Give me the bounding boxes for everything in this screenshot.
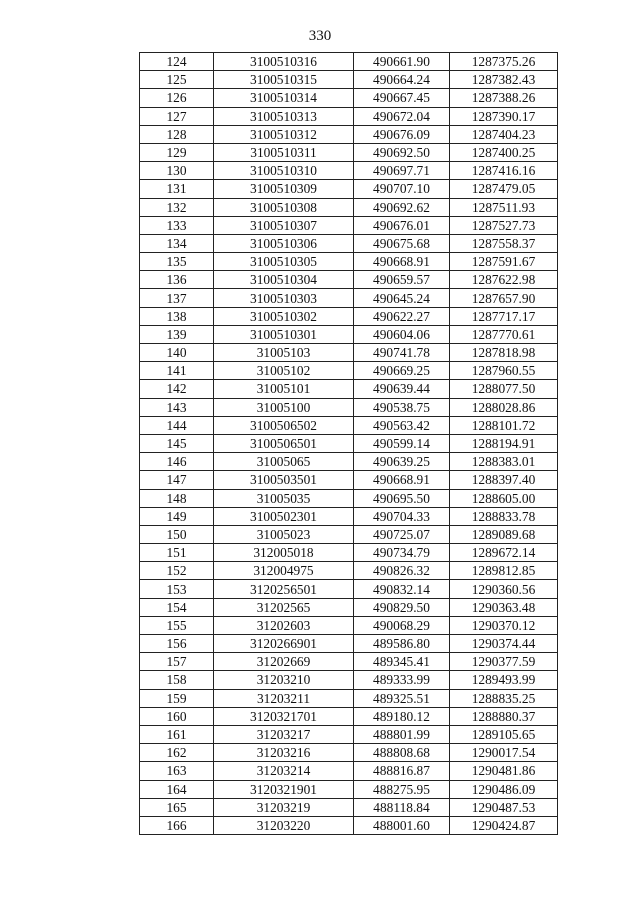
x-coordinate-cell: 490538.75 xyxy=(354,398,450,416)
point-code-cell: 3100510309 xyxy=(214,180,354,198)
y-coordinate-cell: 1290487.53 xyxy=(450,798,558,816)
y-coordinate-cell: 1287511.93 xyxy=(450,198,558,216)
y-coordinate-cell: 1287390.17 xyxy=(450,107,558,125)
x-coordinate-cell: 488801.99 xyxy=(354,725,450,743)
x-coordinate-cell: 490667.45 xyxy=(354,89,450,107)
table-row xyxy=(140,71,558,89)
point-code-cell: 3120256501 xyxy=(214,580,354,598)
point-code-cell: 31203219 xyxy=(214,798,354,816)
point-number-cell: 154 xyxy=(140,598,214,616)
table-row xyxy=(140,653,558,671)
table-row xyxy=(140,544,558,562)
y-coordinate-cell: 1287375.26 xyxy=(450,53,558,71)
point-number-cell: 132 xyxy=(140,198,214,216)
x-coordinate-cell: 488808.68 xyxy=(354,744,450,762)
table-row xyxy=(140,489,558,507)
table-row xyxy=(140,507,558,525)
y-coordinate-cell: 1289812.85 xyxy=(450,562,558,580)
point-code-cell: 31005102 xyxy=(214,362,354,380)
table-row xyxy=(140,362,558,380)
point-code-cell: 312005018 xyxy=(214,544,354,562)
table-row xyxy=(140,525,558,543)
table-row xyxy=(140,198,558,216)
table-row xyxy=(140,125,558,143)
point-number-cell: 138 xyxy=(140,307,214,325)
point-code-cell: 31202565 xyxy=(214,598,354,616)
point-code-cell: 3100510308 xyxy=(214,198,354,216)
point-number-cell: 137 xyxy=(140,289,214,307)
point-number-cell: 139 xyxy=(140,325,214,343)
point-code-cell: 31005023 xyxy=(214,525,354,543)
point-code-cell: 31203214 xyxy=(214,762,354,780)
table-row xyxy=(140,180,558,198)
table-row xyxy=(140,562,558,580)
point-code-cell: 3100510311 xyxy=(214,143,354,161)
table-row xyxy=(140,53,558,71)
table-row xyxy=(140,635,558,653)
table-body xyxy=(140,53,558,835)
x-coordinate-cell: 489333.99 xyxy=(354,671,450,689)
x-coordinate-cell: 488118.84 xyxy=(354,798,450,816)
table-row xyxy=(140,798,558,816)
table-row xyxy=(140,671,558,689)
table-row xyxy=(140,780,558,798)
point-number-cell: 162 xyxy=(140,744,214,762)
point-code-cell: 3100510315 xyxy=(214,71,354,89)
y-coordinate-cell: 1287416.16 xyxy=(450,162,558,180)
point-code-cell: 3100510312 xyxy=(214,125,354,143)
table-row xyxy=(140,416,558,434)
x-coordinate-cell: 490639.25 xyxy=(354,453,450,471)
x-coordinate-cell: 490604.06 xyxy=(354,325,450,343)
x-coordinate-cell: 490734.79 xyxy=(354,544,450,562)
table-row xyxy=(140,598,558,616)
x-coordinate-cell: 489586.80 xyxy=(354,635,450,653)
point-code-cell: 3100510307 xyxy=(214,216,354,234)
x-coordinate-cell: 490697.71 xyxy=(354,162,450,180)
y-coordinate-cell: 1288383.01 xyxy=(450,453,558,471)
table-row xyxy=(140,143,558,161)
point-number-cell: 143 xyxy=(140,398,214,416)
x-coordinate-cell: 490599.14 xyxy=(354,434,450,452)
point-code-cell: 31203217 xyxy=(214,725,354,743)
table-row xyxy=(140,398,558,416)
y-coordinate-cell: 1287960.55 xyxy=(450,362,558,380)
y-coordinate-cell: 1287591.67 xyxy=(450,253,558,271)
point-number-cell: 158 xyxy=(140,671,214,689)
y-coordinate-cell: 1288605.00 xyxy=(450,489,558,507)
x-coordinate-cell: 490668.91 xyxy=(354,471,450,489)
point-code-cell: 31203211 xyxy=(214,689,354,707)
point-code-cell: 3100506501 xyxy=(214,434,354,452)
point-number-cell: 125 xyxy=(140,71,214,89)
x-coordinate-cell: 490692.62 xyxy=(354,198,450,216)
point-code-cell: 31005065 xyxy=(214,453,354,471)
point-code-cell: 3100503501 xyxy=(214,471,354,489)
point-number-cell: 160 xyxy=(140,707,214,725)
point-code-cell: 312004975 xyxy=(214,562,354,580)
x-coordinate-cell: 490832.14 xyxy=(354,580,450,598)
y-coordinate-cell: 1287382.43 xyxy=(450,71,558,89)
y-coordinate-cell: 1290370.12 xyxy=(450,616,558,634)
y-coordinate-cell: 1290360.56 xyxy=(450,580,558,598)
point-code-cell: 31005103 xyxy=(214,344,354,362)
y-coordinate-cell: 1290017.54 xyxy=(450,744,558,762)
table-row xyxy=(140,744,558,762)
x-coordinate-cell: 489345.41 xyxy=(354,653,450,671)
point-code-cell: 3100510310 xyxy=(214,162,354,180)
x-coordinate-cell: 489180.12 xyxy=(354,707,450,725)
y-coordinate-cell: 1290424.87 xyxy=(450,816,558,834)
point-code-cell: 3100510313 xyxy=(214,107,354,125)
table-row xyxy=(140,344,558,362)
point-code-cell: 3100510305 xyxy=(214,253,354,271)
table-row xyxy=(140,289,558,307)
x-coordinate-cell: 490704.33 xyxy=(354,507,450,525)
point-number-cell: 153 xyxy=(140,580,214,598)
y-coordinate-cell: 1287479.05 xyxy=(450,180,558,198)
table-row xyxy=(140,89,558,107)
x-coordinate-cell: 490669.25 xyxy=(354,362,450,380)
point-number-cell: 146 xyxy=(140,453,214,471)
x-coordinate-cell: 488275.95 xyxy=(354,780,450,798)
point-code-cell: 3100502301 xyxy=(214,507,354,525)
point-number-cell: 152 xyxy=(140,562,214,580)
x-coordinate-cell: 489325.51 xyxy=(354,689,450,707)
point-number-cell: 134 xyxy=(140,234,214,252)
x-coordinate-cell: 490668.91 xyxy=(354,253,450,271)
y-coordinate-cell: 1287770.61 xyxy=(450,325,558,343)
point-number-cell: 129 xyxy=(140,143,214,161)
x-coordinate-cell: 490676.01 xyxy=(354,216,450,234)
point-number-cell: 140 xyxy=(140,344,214,362)
x-coordinate-cell: 488816.87 xyxy=(354,762,450,780)
point-number-cell: 159 xyxy=(140,689,214,707)
table-row xyxy=(140,271,558,289)
point-code-cell: 3120321901 xyxy=(214,780,354,798)
table-row xyxy=(140,762,558,780)
x-coordinate-cell: 490639.44 xyxy=(354,380,450,398)
point-code-cell: 3100510316 xyxy=(214,53,354,71)
point-code-cell: 3100510303 xyxy=(214,289,354,307)
point-number-cell: 128 xyxy=(140,125,214,143)
table-row xyxy=(140,580,558,598)
table-row xyxy=(140,162,558,180)
point-number-cell: 150 xyxy=(140,525,214,543)
point-code-cell: 31005101 xyxy=(214,380,354,398)
table-row xyxy=(140,253,558,271)
y-coordinate-cell: 1289089.68 xyxy=(450,525,558,543)
point-number-cell: 161 xyxy=(140,725,214,743)
y-coordinate-cell: 1289493.99 xyxy=(450,671,558,689)
point-code-cell: 3100510306 xyxy=(214,234,354,252)
point-code-cell: 31203210 xyxy=(214,671,354,689)
coordinates-table xyxy=(139,52,558,835)
y-coordinate-cell: 1289672.14 xyxy=(450,544,558,562)
table-row xyxy=(140,216,558,234)
point-number-cell: 157 xyxy=(140,653,214,671)
x-coordinate-cell: 490826.32 xyxy=(354,562,450,580)
y-coordinate-cell: 1287388.26 xyxy=(450,89,558,107)
table-row xyxy=(140,616,558,634)
x-coordinate-cell: 490622.27 xyxy=(354,307,450,325)
y-coordinate-cell: 1289105.65 xyxy=(450,725,558,743)
point-code-cell: 31203220 xyxy=(214,816,354,834)
y-coordinate-cell: 1290377.59 xyxy=(450,653,558,671)
point-code-cell: 31202669 xyxy=(214,653,354,671)
point-number-cell: 133 xyxy=(140,216,214,234)
y-coordinate-cell: 1288397.40 xyxy=(450,471,558,489)
y-coordinate-cell: 1287404.23 xyxy=(450,125,558,143)
point-code-cell: 3120266901 xyxy=(214,635,354,653)
x-coordinate-cell: 490725.07 xyxy=(354,525,450,543)
table-row xyxy=(140,325,558,343)
y-coordinate-cell: 1287558.37 xyxy=(450,234,558,252)
point-number-cell: 141 xyxy=(140,362,214,380)
x-coordinate-cell: 490829.50 xyxy=(354,598,450,616)
point-number-cell: 144 xyxy=(140,416,214,434)
x-coordinate-cell: 490563.42 xyxy=(354,416,450,434)
table-row xyxy=(140,307,558,325)
x-coordinate-cell: 490664.24 xyxy=(354,71,450,89)
point-code-cell: 3100510304 xyxy=(214,271,354,289)
x-coordinate-cell: 488001.60 xyxy=(354,816,450,834)
table-row xyxy=(140,234,558,252)
y-coordinate-cell: 1287622.98 xyxy=(450,271,558,289)
point-code-cell: 31005035 xyxy=(214,489,354,507)
table-row xyxy=(140,689,558,707)
point-number-cell: 145 xyxy=(140,434,214,452)
x-coordinate-cell: 490741.78 xyxy=(354,344,450,362)
table-row xyxy=(140,107,558,125)
y-coordinate-cell: 1290363.48 xyxy=(450,598,558,616)
table-row xyxy=(140,707,558,725)
point-number-cell: 163 xyxy=(140,762,214,780)
point-number-cell: 142 xyxy=(140,380,214,398)
point-number-cell: 147 xyxy=(140,471,214,489)
point-code-cell: 3100510302 xyxy=(214,307,354,325)
point-code-cell: 3120321701 xyxy=(214,707,354,725)
y-coordinate-cell: 1287400.25 xyxy=(450,143,558,161)
point-number-cell: 124 xyxy=(140,53,214,71)
point-number-cell: 165 xyxy=(140,798,214,816)
y-coordinate-cell: 1290486.09 xyxy=(450,780,558,798)
point-code-cell: 3100506502 xyxy=(214,416,354,434)
x-coordinate-cell: 490661.90 xyxy=(354,53,450,71)
y-coordinate-cell: 1288880.37 xyxy=(450,707,558,725)
point-code-cell: 31005100 xyxy=(214,398,354,416)
x-coordinate-cell: 490659.57 xyxy=(354,271,450,289)
x-coordinate-cell: 490695.50 xyxy=(354,489,450,507)
table-row xyxy=(140,471,558,489)
point-code-cell: 31203216 xyxy=(214,744,354,762)
y-coordinate-cell: 1287818.98 xyxy=(450,344,558,362)
point-number-cell: 127 xyxy=(140,107,214,125)
y-coordinate-cell: 1288028.86 xyxy=(450,398,558,416)
x-coordinate-cell: 490692.50 xyxy=(354,143,450,161)
point-code-cell: 31202603 xyxy=(214,616,354,634)
point-number-cell: 135 xyxy=(140,253,214,271)
point-number-cell: 126 xyxy=(140,89,214,107)
table-row xyxy=(140,380,558,398)
y-coordinate-cell: 1290374.44 xyxy=(450,635,558,653)
table-row xyxy=(140,816,558,834)
y-coordinate-cell: 1290481.86 xyxy=(450,762,558,780)
x-coordinate-cell: 490707.10 xyxy=(354,180,450,198)
point-number-cell: 130 xyxy=(140,162,214,180)
point-number-cell: 131 xyxy=(140,180,214,198)
x-coordinate-cell: 490675.68 xyxy=(354,234,450,252)
point-number-cell: 136 xyxy=(140,271,214,289)
page-number: 330 xyxy=(308,28,332,44)
x-coordinate-cell: 490645.24 xyxy=(354,289,450,307)
point-code-cell: 3100510314 xyxy=(214,89,354,107)
point-number-cell: 151 xyxy=(140,544,214,562)
y-coordinate-cell: 1288833.78 xyxy=(450,507,558,525)
y-coordinate-cell: 1287717.17 xyxy=(450,307,558,325)
point-number-cell: 156 xyxy=(140,635,214,653)
table-row xyxy=(140,453,558,471)
point-number-cell: 166 xyxy=(140,816,214,834)
x-coordinate-cell: 490672.04 xyxy=(354,107,450,125)
table-row xyxy=(140,725,558,743)
point-code-cell: 3100510301 xyxy=(214,325,354,343)
table-row xyxy=(140,434,558,452)
x-coordinate-cell: 490068.29 xyxy=(354,616,450,634)
y-coordinate-cell: 1288077.50 xyxy=(450,380,558,398)
point-number-cell: 155 xyxy=(140,616,214,634)
y-coordinate-cell: 1287527.73 xyxy=(450,216,558,234)
y-coordinate-cell: 1287657.90 xyxy=(450,289,558,307)
point-number-cell: 148 xyxy=(140,489,214,507)
y-coordinate-cell: 1288835.25 xyxy=(450,689,558,707)
y-coordinate-cell: 1288101.72 xyxy=(450,416,558,434)
x-coordinate-cell: 490676.09 xyxy=(354,125,450,143)
point-number-cell: 149 xyxy=(140,507,214,525)
point-number-cell: 164 xyxy=(140,780,214,798)
y-coordinate-cell: 1288194.91 xyxy=(450,434,558,452)
